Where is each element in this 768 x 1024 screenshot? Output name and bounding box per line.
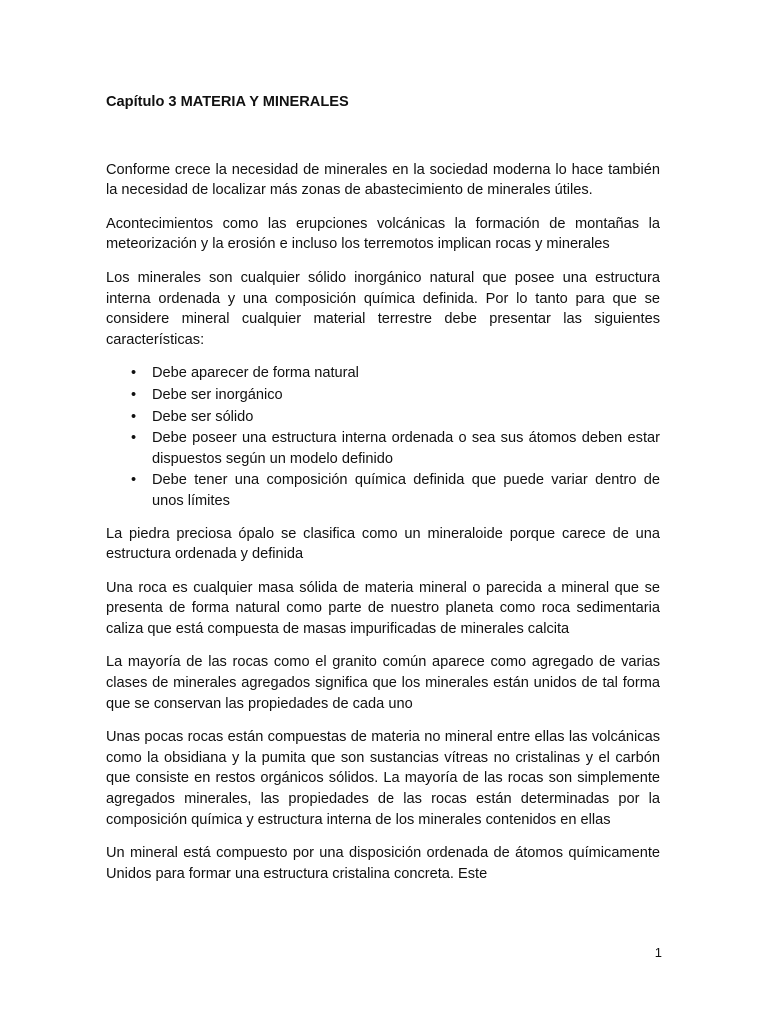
- list-item-text: Debe tener una composición química definida que puede variar dentro de unos límites: [152, 472, 660, 509]
- paragraph: Unas pocas rocas están compuestas de materia no mineral entre ellas las volcánicas como la obsidiana y la pumita que son sustancias vítreas no cristalinas y el carbón que consiste en restos orgánicos sólidos. La mayoría de las rocas son simplemente agregados minerales, las propiedades de las rocas están determinadas por la composición química y estructura interna de los minerales contenidos en ellas: [106, 729, 660, 828]
- page-number: 1: [654, 945, 662, 960]
- bullet-icon: •: [131, 365, 137, 382]
- paragraph: Un mineral está compuesto por una disposición ordenada de átomos químicamente Unidos para formar una estructura cristalina concreta. Este: [106, 845, 660, 882]
- bullet-icon: •: [131, 472, 137, 489]
- characteristics-list: [106, 363, 660, 511]
- bullet-icon: •: [131, 386, 137, 403]
- list-item: [106, 407, 660, 428]
- list-item-text: Debe ser inorgánico: [152, 386, 283, 403]
- list-item: [106, 363, 660, 384]
- paragraph: La mayoría de las rocas como el granito común aparece como agregado de varias clases de minerales agregados significa que los minerales están unidos de tal forma que se conservan las propiedades de cada uno: [106, 654, 660, 712]
- chapter-title: Capítulo 3 MATERIA Y MINERALES: [106, 94, 349, 110]
- list-item-text: Debe aparecer de forma natural: [152, 365, 359, 382]
- list-item: [106, 470, 660, 511]
- paragraph: Conforme crece la necesidad de minerales en la sociedad moderna lo hace también la necesidad de localizar más zonas de abastecimiento de minerales útiles.: [106, 161, 660, 199]
- paragraph: Los minerales son cualquier sólido inorgánico natural que posee una estructura interna ordenada y una composición química definida. Por lo tanto para que se considere mineral cualquier material terrestre debe presentar las siguientes características:: [106, 269, 660, 348]
- bullet-icon: •: [131, 430, 137, 447]
- list-item-text: Debe ser sólido: [152, 408, 254, 425]
- paragraph: Una roca es cualquier masa sólida de materia mineral o parecida a mineral que se presenta de forma natural como parte de nuestro planeta como roca sedimentaria caliza que está compuesta de masas impurificadas de minerales calcita: [106, 579, 660, 637]
- paragraph: La piedra preciosa ópalo se clasifica como un mineraloide porque carece de una estructura ordenada y definida: [106, 525, 660, 563]
- document-body: [106, 92, 660, 897]
- list-item-text: Debe poseer una estructura interna ordenada o sea sus átomos deben estar dispuestos según un modelo definido: [152, 430, 660, 467]
- bullet-icon: •: [131, 408, 137, 425]
- paragraph: Acontecimientos como las erupciones volcánicas la formación de montañas la meteorización y la erosión e incluso los terremotos implican rocas y minerales: [106, 215, 660, 253]
- list-item: [106, 428, 660, 469]
- list-item: [106, 385, 660, 406]
